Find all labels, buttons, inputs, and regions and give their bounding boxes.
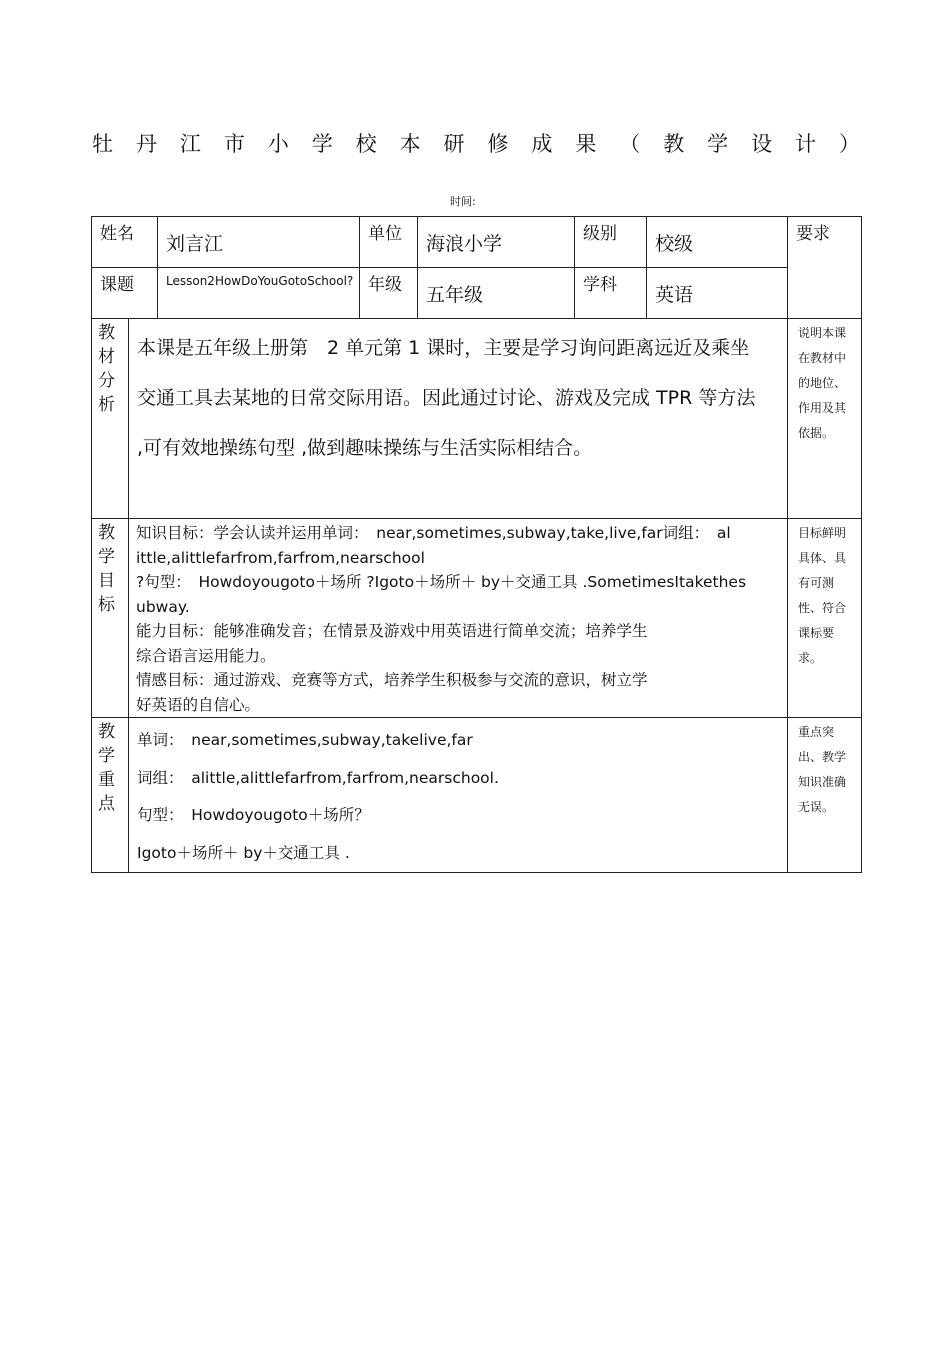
level-value: 校级 [647, 217, 788, 268]
page-title: 牡 丹 江 市 小 学 校 本 研 修 成 果 （ 教 学 设 计 ） [92, 132, 860, 156]
goals-text [129, 519, 788, 718]
requirements-label: 要求 [788, 217, 862, 319]
key-sentence-line: Igoto＋场所＋ by＋交通工具 . [137, 843, 350, 862]
key-points-text [129, 718, 788, 873]
topic-label: 课题 [92, 268, 158, 319]
analysis-requirement: 说明本课在教材中的地位、作用及其依据。 [788, 319, 862, 519]
analysis-label: 教材分析 [92, 319, 129, 519]
key-points-requirement: 重点突出、教学知识准确无误。 [788, 718, 862, 873]
unit-label: 单位 [360, 217, 418, 268]
lesson-plan-table [91, 216, 862, 873]
goals-knowledge-line: 知识目标：学会认读并运用单词： near,sometimes,subway,take,live,far词组： al [136, 524, 731, 542]
goals-row [92, 519, 862, 718]
time-label: 时间: [450, 195, 476, 208]
level-label: 级别 [575, 217, 647, 268]
name-label: 姓名 [92, 217, 158, 268]
subject-label: 学科 [575, 268, 647, 319]
grade-label: 年级 [360, 268, 418, 319]
analysis-text: 本课是五年级上册第 2 单元第 1 课时，主要是学习询问距离远近及乘坐交通工具去某地的日常交际用语。因此通过讨论、游戏及完成 TPR 等方法 ,可有效地操练句型 ,做到趣味操练与生活实际相结合。 [129, 319, 788, 519]
grade-value: 五年级 [418, 268, 575, 319]
key-points-label: 教学重点 [92, 718, 129, 873]
goals-ability-line: 能力目标：能够准确发音；在情景及游戏中用英语进行简单交流；培养学生 [136, 622, 648, 640]
header-row-2 [92, 268, 862, 319]
key-words-line: 单词： near,sometimes,subway,takelive,far [137, 731, 473, 749]
key-points-row [92, 718, 862, 873]
key-phrases-line: 词组： alittle,alittlefarfrom,farfrom,nearschool. [137, 768, 499, 787]
name-value: 刘言江 [158, 217, 360, 268]
analysis-row [92, 319, 862, 519]
goals-emotion-line: 情感目标：通过游戏、竞赛等方式，培养学生积极参与交流的意识，树立学 [136, 671, 648, 689]
goals-knowledge-line: ittle,alittlefarfrom,farfrom,nearschool [136, 548, 425, 567]
goals-label: 教学目标 [92, 519, 129, 718]
goals-sentence-line: ?句型： Howdoyougoto＋场所 ?Igoto＋场所＋ by＋交通工具 .SometimesItakethes [136, 573, 747, 591]
goals-requirement: 目标鲜明具体、具有可测性、符合课标要求。 [788, 519, 862, 718]
subject-value: 英语 [647, 268, 788, 319]
key-sentence-line: 句型： Howdoyougoto＋场所？ [137, 806, 370, 824]
header-row-1 [92, 217, 862, 268]
goals-emotion-line: 好英语的自信心。 [136, 695, 261, 714]
topic-value: Lesson2HowDoYouGotoSchool? [158, 268, 360, 319]
unit-value: 海浪小学 [418, 217, 575, 268]
goals-ability-line: 综合语言运用能力。 [136, 646, 276, 665]
goals-sentence-line: ubway. [136, 597, 190, 616]
